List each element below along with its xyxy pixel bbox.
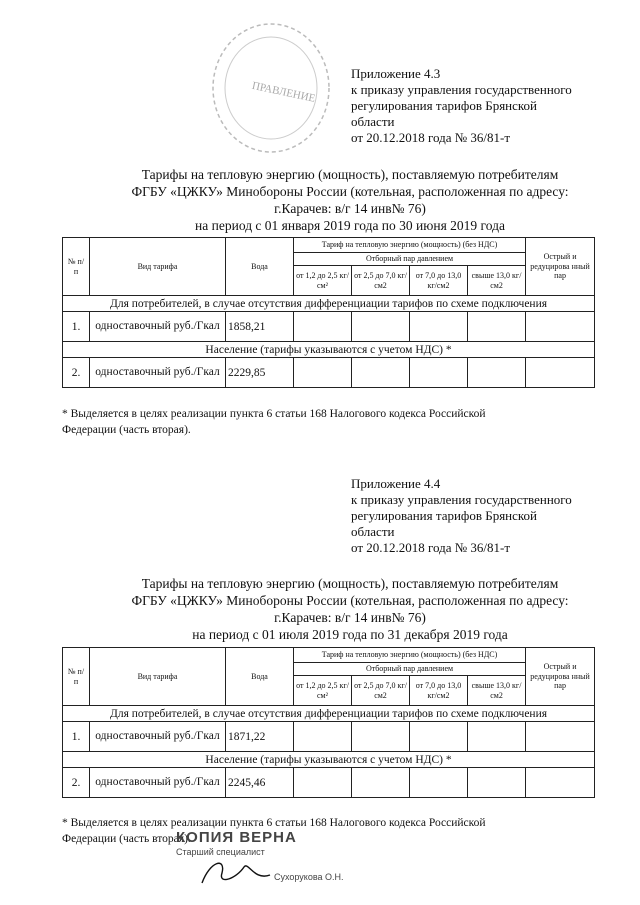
section-population: Население (тарифы указываются с учетом НДС) *: [63, 752, 595, 768]
empty-cell: [294, 312, 352, 342]
footnote-line: Федерации (часть вторая).: [62, 424, 191, 436]
title-line: ФГБУ «ЦЖКУ» Минобороны России (котельная, расположенная по адресу:: [131, 593, 569, 608]
copy-certified-stamp: [176, 829, 297, 846]
title-line: ФГБУ «ЦЖКУ» Минобороны России (котельная, расположенная по адресу:: [131, 184, 569, 199]
title-period: на период с 01 июля 2019 года по 31 декабря 2019 года: [192, 627, 508, 642]
appendix-date: от 20.12.2018 года № 36/81-т: [351, 130, 511, 145]
signature-icon: [196, 855, 276, 889]
footnote-line: * Выделяется в целях реализации пункта 6 статьи 168 Налогового кодекса Российской: [62, 817, 486, 829]
appendix-number: Приложение 4.3: [351, 66, 441, 81]
header-pressure-2: от 2,5 до 7,0 кг/см2: [352, 266, 410, 296]
empty-cell: [526, 768, 595, 798]
appendix-header-2: [351, 476, 572, 556]
header-pressure-4: свыше 13,0 кг/см2: [468, 266, 526, 296]
header-tariff-kind: Вид тарифа: [90, 648, 226, 706]
empty-cell: [468, 358, 526, 388]
empty-cell: [294, 358, 352, 388]
header-water: Вода: [226, 238, 294, 296]
header-heat-tariff: Тариф на тепловую энергию (мощность) (без НДС): [294, 238, 526, 253]
header-sharp-steam: Острый и редуцирова нный пар: [526, 648, 595, 706]
empty-cell: [526, 722, 595, 752]
row-number: 2.: [63, 768, 90, 798]
appendix-number: Приложение 4.4: [351, 476, 441, 491]
row-tariff-kind: одноставочный руб./Гкал: [90, 722, 226, 752]
title-period: на период с 01 января 2019 года по 30 июня 2019 года: [195, 218, 505, 233]
title-line: Тарифы на тепловую энергию (мощность), поставляемую потребителям: [141, 167, 559, 182]
title-line: г.Карачев: в/г 14 инв№ 76): [274, 201, 426, 216]
empty-cell: [352, 358, 410, 388]
appendix-line: области: [351, 114, 395, 129]
footnote-line: * Выделяется в целях реализации пункта 6 статьи 168 Налогового кодекса Российской: [62, 408, 486, 420]
official-seal: [208, 18, 334, 158]
appendix-header-1: [351, 66, 572, 146]
row-tariff-kind: одноставочный руб./Гкал: [90, 312, 226, 342]
appendix-line: регулирования тарифов Брянской: [351, 508, 538, 523]
empty-cell: [468, 768, 526, 798]
header-number: № п/ п: [63, 648, 90, 706]
row-water-value: 1871,22: [226, 722, 294, 752]
row-number: 2.: [63, 358, 90, 388]
empty-cell: [294, 722, 352, 752]
row-tariff-kind: одноставочный руб./Гкал: [90, 768, 226, 798]
title-line: Тарифы на тепловую энергию (мощность), поставляемую потребителям: [141, 576, 559, 591]
footnote-line: Федерации (часть вторая).: [62, 833, 191, 845]
header-sharp-steam: Острый и редуцирова нный пар: [526, 238, 595, 296]
header-tariff-kind: Вид тарифа: [90, 238, 226, 296]
header-water: Вода: [226, 648, 294, 706]
table-title-2: [70, 575, 630, 643]
header-pressure-1: от 1,2 до 2,5 кг/см²: [294, 266, 352, 296]
appendix-line: регулирования тарифов Брянской: [351, 98, 538, 113]
row-water-value: 2229,85: [226, 358, 294, 388]
header-pressure-3: от 7,0 до 13,0 кг/см2: [410, 676, 468, 706]
header-pressure-1: от 1,2 до 2,5 кг/см²: [294, 676, 352, 706]
row-number: 1.: [63, 312, 90, 342]
stamp-role: Старший специалист: [176, 847, 265, 857]
tariff-table-2: [62, 647, 595, 798]
empty-cell: [526, 312, 595, 342]
footnote-1: [62, 406, 602, 438]
appendix-date: от 20.12.2018 года № 36/81-т: [351, 540, 511, 555]
section-no-differentiation: Для потребителей, в случае отсутствия дифференциации тарифов по схеме подключения: [63, 296, 595, 312]
header-steam-pressure: Отборный пар давлением: [294, 663, 526, 676]
stamp-copy-text: КОПИЯ ВЕРНА: [176, 829, 297, 846]
footnote-2: [62, 815, 602, 847]
empty-cell: [410, 312, 468, 342]
empty-cell: [526, 358, 595, 388]
empty-cell: [410, 358, 468, 388]
appendix-line: области: [351, 524, 395, 539]
section-population: Население (тарифы указываются с учетом НДС) *: [63, 342, 595, 358]
title-line: г.Карачев: в/г 14 инв№ 76): [274, 610, 426, 625]
empty-cell: [352, 768, 410, 798]
tariff-table-1: [62, 237, 595, 388]
header-pressure-2: от 2,5 до 7,0 кг/см2: [352, 676, 410, 706]
empty-cell: [294, 768, 352, 798]
row-tariff-kind: одноставочный руб./Гкал: [90, 358, 226, 388]
row-number: 1.: [63, 722, 90, 752]
row-water-value: 2245,46: [226, 768, 294, 798]
empty-cell: [410, 722, 468, 752]
empty-cell: [410, 768, 468, 798]
appendix-line: к приказу управления государственного: [351, 492, 572, 507]
seal-text: ПРАВЛЕНИЕ: [250, 79, 317, 105]
row-water-value: 1858,21: [226, 312, 294, 342]
header-pressure-4: свыше 13,0 кг/см2: [468, 676, 526, 706]
header-number: № п/ п: [63, 238, 90, 296]
empty-cell: [352, 312, 410, 342]
empty-cell: [468, 312, 526, 342]
empty-cell: [468, 722, 526, 752]
appendix-line: к приказу управления государственного: [351, 82, 572, 97]
stamp-name: Сухорукова О.Н.: [274, 872, 344, 882]
table-title-1: [70, 166, 630, 234]
header-steam-pressure: Отборный пар давлением: [294, 253, 526, 266]
header-heat-tariff: Тариф на тепловую энергию (мощность) (без НДС): [294, 648, 526, 663]
empty-cell: [352, 722, 410, 752]
section-no-differentiation: Для потребителей, в случае отсутствия дифференциации тарифов по схеме подключения: [63, 706, 595, 722]
header-pressure-3: от 7,0 до 13,0 кг/см2: [410, 266, 468, 296]
